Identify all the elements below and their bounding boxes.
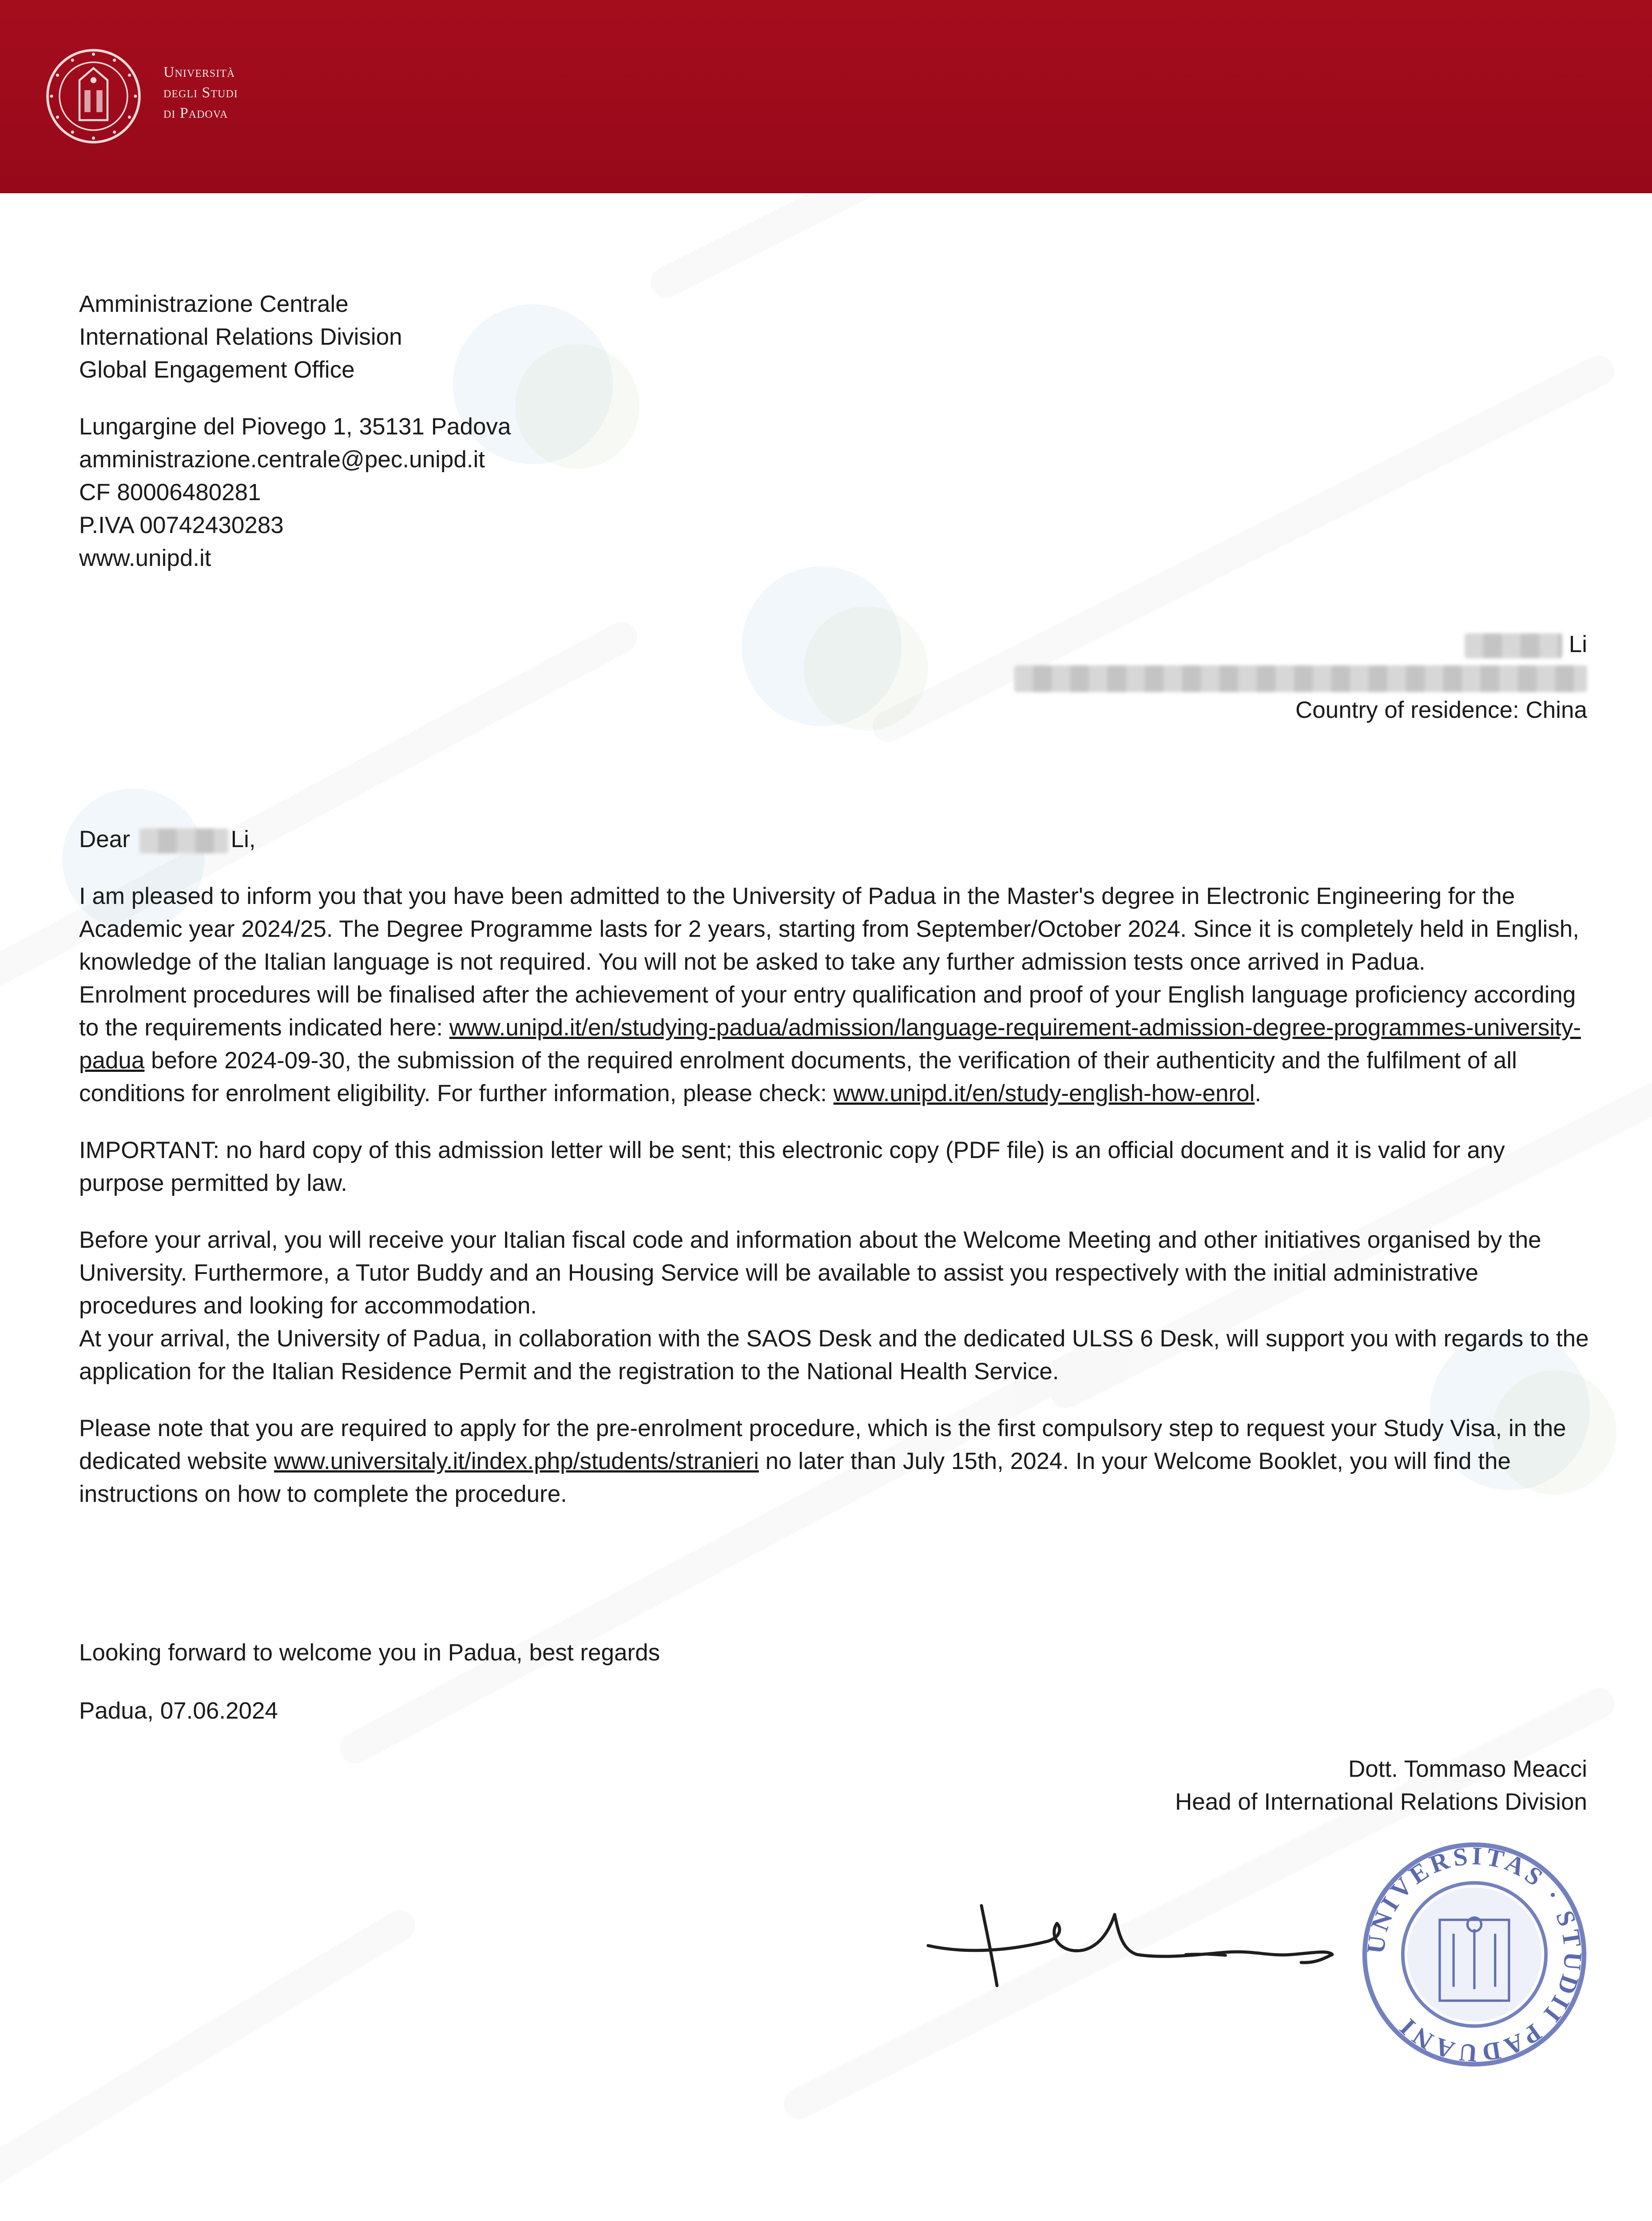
redacted-first-name xyxy=(139,828,228,853)
spacer xyxy=(79,1110,1589,1134)
salutation-name: Li, xyxy=(230,826,256,852)
university-seal-icon xyxy=(44,46,143,146)
salutation xyxy=(79,823,1589,856)
handwritten-signature-icon xyxy=(915,1888,1341,2003)
signatory-block xyxy=(921,1753,1587,1819)
paragraph-text: Please note that you are required to apply for the pre-enrolment procedure, which is the first compulsory step to request your Study Visa, in the dedicated website xyxy=(79,1415,1566,1474)
stamp-text: UNIVERSITAS · STUDII PADUANI xyxy=(1362,1842,1587,2067)
salutation-text: Dear xyxy=(79,826,130,852)
signatory-name: Dott. Tommaso Meacci xyxy=(1348,1756,1587,1782)
paragraph-before-arrival: Before your arrival, you will receive your Italian fiscal code and information about the Welcome Meeting and other initiatives organised by the University. Furthermore, a Tutor Buddy and an Housing Service will be available to assist you respectively with the initial administrative procedures and looking for accommodation. xyxy=(79,1227,1541,1319)
university-name-line: Università xyxy=(163,64,235,80)
paragraph-important: IMPORTANT: no hard copy of this admission letter will be sent; this electronic copy (PDF file) is an official document and it is valid for any purpose permitted by law. xyxy=(79,1137,1505,1196)
paragraph-admission: I am pleased to inform you that you have been admitted to the University of Padua in the Master's degree in Electronic Engineering for the Academic year 2024/25. The Degree Programme lasts for 2 years, starting from September/October 2024. Since it is completely held in English, knowledge of the Italian language is not required. You will not be asked to take any further admission tests once arrived in Padua. xyxy=(79,883,1579,975)
signatory-title: Head of International Relations Division xyxy=(1175,1789,1587,1815)
sender-line: Global Engagement Office xyxy=(79,357,355,383)
paragraph-text: before 2024-09-30, the submission of the required enrolment documents, the verification of their authenticity and the fulfilment of all conditions for enrolment eligibility. For further information, please check: xyxy=(79,1047,1517,1107)
spacer xyxy=(79,856,1589,880)
paragraph-enrolment xyxy=(79,979,1589,1110)
letter-body xyxy=(79,823,1589,1511)
sender-line: International Relations Division xyxy=(79,324,402,350)
place-and-date: Padua, 07.06.2024 xyxy=(79,1698,278,1724)
sender-email: amministrazione.centrale@pec.unipd.it xyxy=(79,446,485,473)
sender-address-block xyxy=(79,288,701,575)
paragraph-text: no later than July 15th, 2024. In your Welcome Booklet, you will find the instructions on how to complete the procedure. xyxy=(79,1448,1511,1507)
university-name-line: di Padova xyxy=(163,105,228,121)
paragraph-text: Enrolment procedures will be finalised after the achievement of your entry qualification and proof of your English language proficiency according to the requirements indicated here: xyxy=(79,982,1576,1041)
sender-line: P.IVA 00742430283 xyxy=(79,512,284,538)
paragraph-text: . xyxy=(1255,1080,1262,1107)
how-to-enrol-link[interactable]: www.unipd.it/en/study-english-how-enrol xyxy=(833,1080,1255,1107)
universitaly-link[interactable]: www.universitaly.it/index.php/students/stranieri xyxy=(274,1448,759,1474)
paragraph-visa xyxy=(79,1412,1589,1511)
spacer xyxy=(79,386,701,410)
paragraph-at-arrival: At your arrival, the University of Padua, in collaboration with the SAOS Desk and the dedicated ULSS 6 Desk, will support you with regards to the application for the Italian Residence Permit and the registration to the National Health Service. xyxy=(79,1325,1589,1385)
sender-line: Lungargine del Piovego 1, 35131 Padova xyxy=(79,414,511,440)
university-stamp-icon xyxy=(1359,1839,1590,2070)
spacer xyxy=(79,1388,1589,1412)
closing-line: Looking forward to welcome you in Padua, best regards xyxy=(79,1640,660,1666)
redacted-address xyxy=(1014,665,1587,692)
language-requirements-link[interactable]: www.unipd.it/en/studying-padua/admission/language-requirement-admission-degree-programmes-university-padua xyxy=(79,1015,1581,1074)
university-name-line: degli Studi xyxy=(163,84,238,101)
sender-line: CF 80006480281 xyxy=(79,479,261,505)
recipient-surname: Li xyxy=(1569,631,1587,657)
spacer xyxy=(79,1200,1589,1224)
sender-line: Amministrazione Centrale xyxy=(79,291,349,317)
recipient-address-line xyxy=(921,661,1587,694)
sender-website: www.unipd.it xyxy=(79,545,211,571)
recipient-address-block xyxy=(921,628,1587,727)
university-name xyxy=(163,62,238,123)
header-band xyxy=(0,0,1652,193)
redacted-first-name xyxy=(1465,633,1562,658)
recipient-name-line xyxy=(921,628,1587,661)
recipient-country: Country of residence: China xyxy=(1295,697,1587,723)
